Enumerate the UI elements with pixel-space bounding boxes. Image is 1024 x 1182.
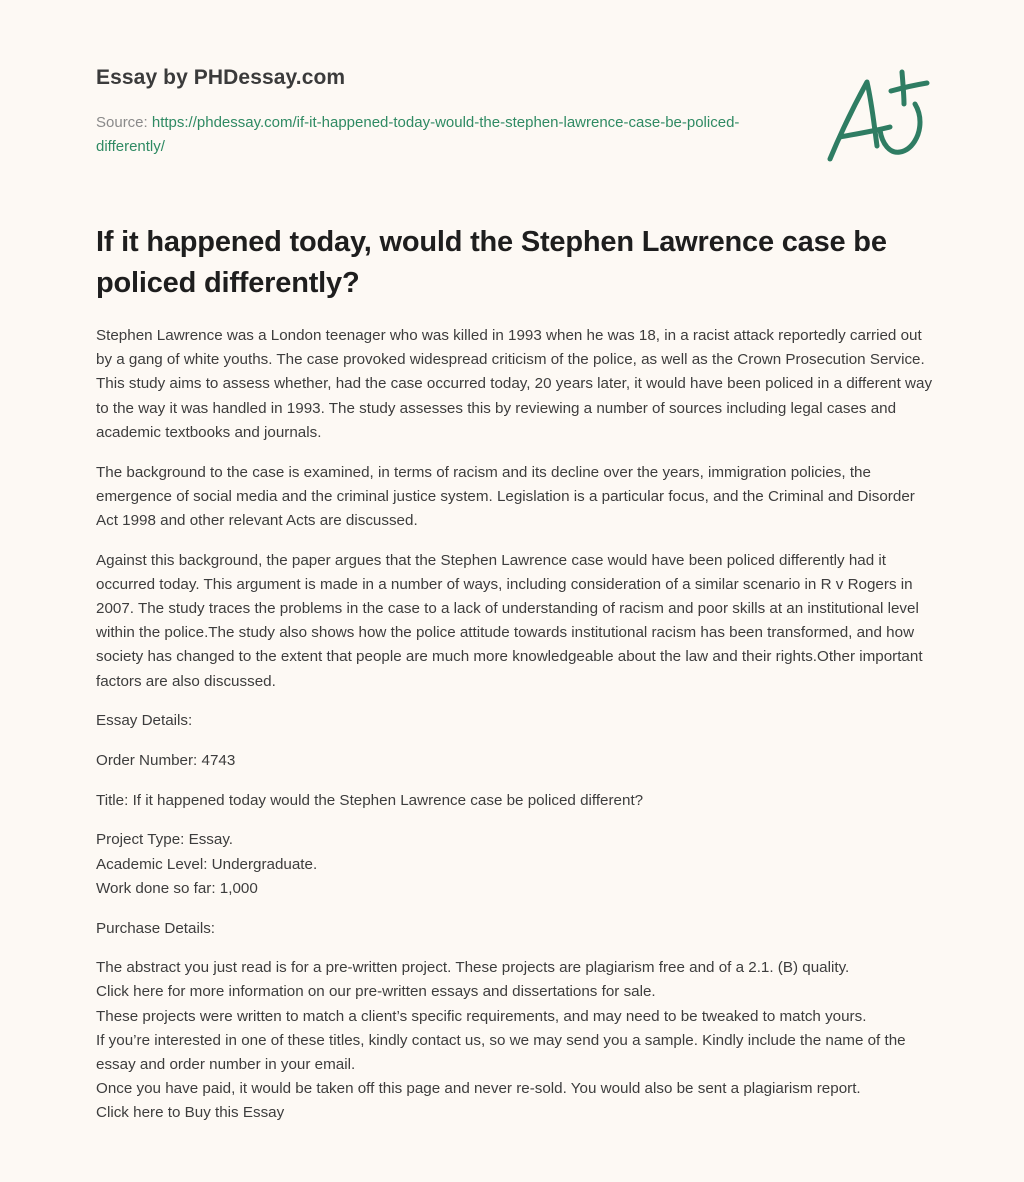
essay-title-detail: Title: If it happened today would the Stephen Lawrence case be policed different? [96,791,644,809]
order-number: Order Number: 4743 [96,752,236,770]
logo-letter-a [830,82,877,159]
buy-essay-link[interactable]: Click here to Buy this Essay [96,1104,285,1122]
essay-details-heading: Essay Details: [96,712,193,730]
purchase-line-quality: The abstract you just read is for a pre-written project. These projects are plagiarism free and of a 2.1. (B) quality. [96,959,850,977]
more-info-link[interactable]: Click here for more information on our pre-written essays and dissertations for sale. [96,983,656,1001]
project-details-block [96,828,936,901]
work-done: Work done so far: 1,000 [96,879,258,897]
article-body [96,324,936,1141]
abstract-paragraph-1: Stephen Lawrence was a London teenager who was killed in 1993 when he was 18, in a racist attack reportedly carried out by a gang of white youths. The case provoked widespread criticism of the police, as well as the Crown Prosecution Service. This study aims to assess whether, had the case occurred today, 20 years later, it would have been policed in a different way to the way it was handled in 1993. The study assesses this by reviewing a number of sources including legal cases and academic textbooks and journals. [96,327,933,441]
source-label: Source: [96,114,152,131]
purchase-details-heading: Purchase Details: [96,919,216,937]
logo-plus-horizontal [891,83,927,91]
purchase-line-requirements: These projects were written to match a client’s specific requirements, and may need to be tweaked to match yours. [96,1007,867,1025]
purchase-line-contact: If you’re interested in one of these titles, kindly contact us, so we may send you a sample. Kindly include the name of the essay and order number in your email. [96,1031,906,1074]
project-type: Project Type: Essay. [96,831,234,849]
purchase-details-block [96,956,936,1125]
abstract-paragraph-2: The background to the case is examined, in terms of racism and its decline over the years, immigration policies, the emergence of social media and the criminal justice system. Legislation is a particular focus, and the Criminal and Disorder Act 1998 and other relevant Acts are discussed. [96,463,915,529]
purchase-line-resale: Once you have paid, it would be taken off this page and never re-sold. You would also be sent a plagiarism report. [96,1080,861,1098]
a-plus-grade-icon [820,64,932,168]
source-link[interactable]: https://phdessay.com/if-it-happened-today-would-the-stephen-lawrence-case-be-policed-differently/ [96,114,740,155]
academic-level: Academic Level: Undergraduate. [96,855,318,873]
abstract-paragraph-3: Against this background, the paper argues that the Stephen Lawrence case would have been policed differently had it occurred today. This argument is made in a number of ways, including consideration of a similar scenario in R v Rogers in 2007. The study traces the problems in the case to a lack of understanding of racism and poor skills at an institutional level within the police.The study also shows how the police attitude towards institutional racism has been transformed, and how society has changed to the extent that people are much more knowledgeable about the law and their rights.Other important factors are also discussed. [96,551,923,690]
brand-title: Essay by PHDessay.com [96,66,346,89]
article-title: If it happened today, would the Stephen Lawrence case be policed differently? [96,226,887,299]
source-line [96,111,756,159]
